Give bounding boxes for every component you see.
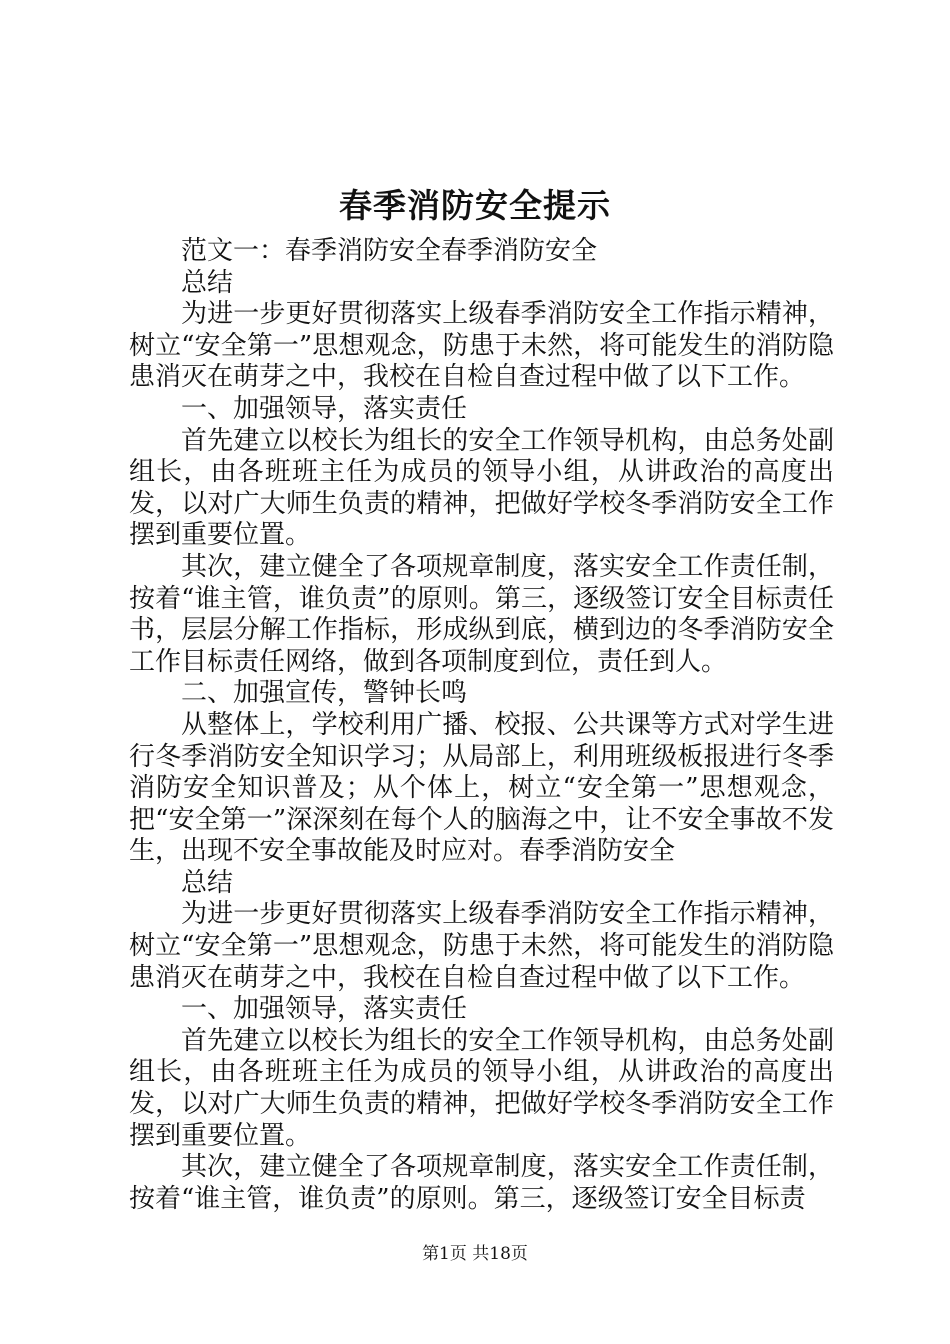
section-heading: 一、加强领导，落实责任 (181, 393, 468, 424)
paragraph: 从整体上，学校利用广播、校报、公共课等方式对学生进行冬季消防安全知识学习；从局部上，利用班级板报进行冬季消防安全知识普及；从个体上，树立“安全第一”思想观念，把“安全第一”深深刻在每个人的脑海之中，让不安全事故不发生，出现不安全事故能及时应对。春季消防安全 (129, 709, 834, 867)
paragraph: 首先建立以校长为组长的安全工作领导机构，由总务处副组长，由各班班主任为成员的领导小组，从讲政治的高度出发，以对广大师生负责的精神，把做好学校冬季消防安全工作摆到重要位置。 (129, 425, 834, 551)
paragraph: 为进一步更好贯彻落实上级春季消防安全工作指示精神，树立“安全第一”思想观念，防患于未然，将可能发生的消防隐患消灭在萌芽之中，我校在自检自查过程中做了以下工作。 (129, 899, 834, 993)
section-heading: 一、加强领导，落实责任 (181, 994, 468, 1025)
paragraph: 为进一步更好贯彻落实上级春季消防安全工作指示精神，树立“安全第一”思想观念，防患于未然，将可能发生的消防隐患消灭在萌芽之中，我校在自检自查过程中做了以下工作。 (129, 299, 834, 393)
paragraph-summary-heading: 总结 (181, 267, 234, 298)
paragraph: 其次，建立健全了各项规章制度，落实安全工作责任制，按着“谁主管，谁负责”的原则。第三，逐级签订安全目标责任书，层层分解工作指标，形成纵到底，横到边的冬季消防安全工作目标责任网络，做到各项制度到位，责任到人。 (129, 551, 834, 677)
paragraph: 其次，建立健全了各项规章制度，落实安全工作责任制，按着“谁主管，谁负责”的原则。第三，逐级签订安全目标责 (129, 1152, 834, 1214)
page-number: 第1页 共18页 (422, 1244, 528, 1264)
document-body (129, 236, 834, 1215)
section-heading: 二、加强宣传，警钟长鸣 (181, 678, 468, 709)
page-title: 春季消防安全提示 (339, 186, 611, 225)
paragraph-summary-heading: 总结 (181, 867, 234, 898)
paragraph: 首先建立以校长为组长的安全工作领导机构，由总务处副组长，由各班班主任为成员的领导小组，从讲政治的高度出发，以对广大师生负责的精神，把做好学校冬季消防安全工作摆到重要位置。 (129, 1025, 834, 1151)
paragraph-subtitle: 范文一：春季消防安全春季消防安全 (181, 236, 598, 266)
